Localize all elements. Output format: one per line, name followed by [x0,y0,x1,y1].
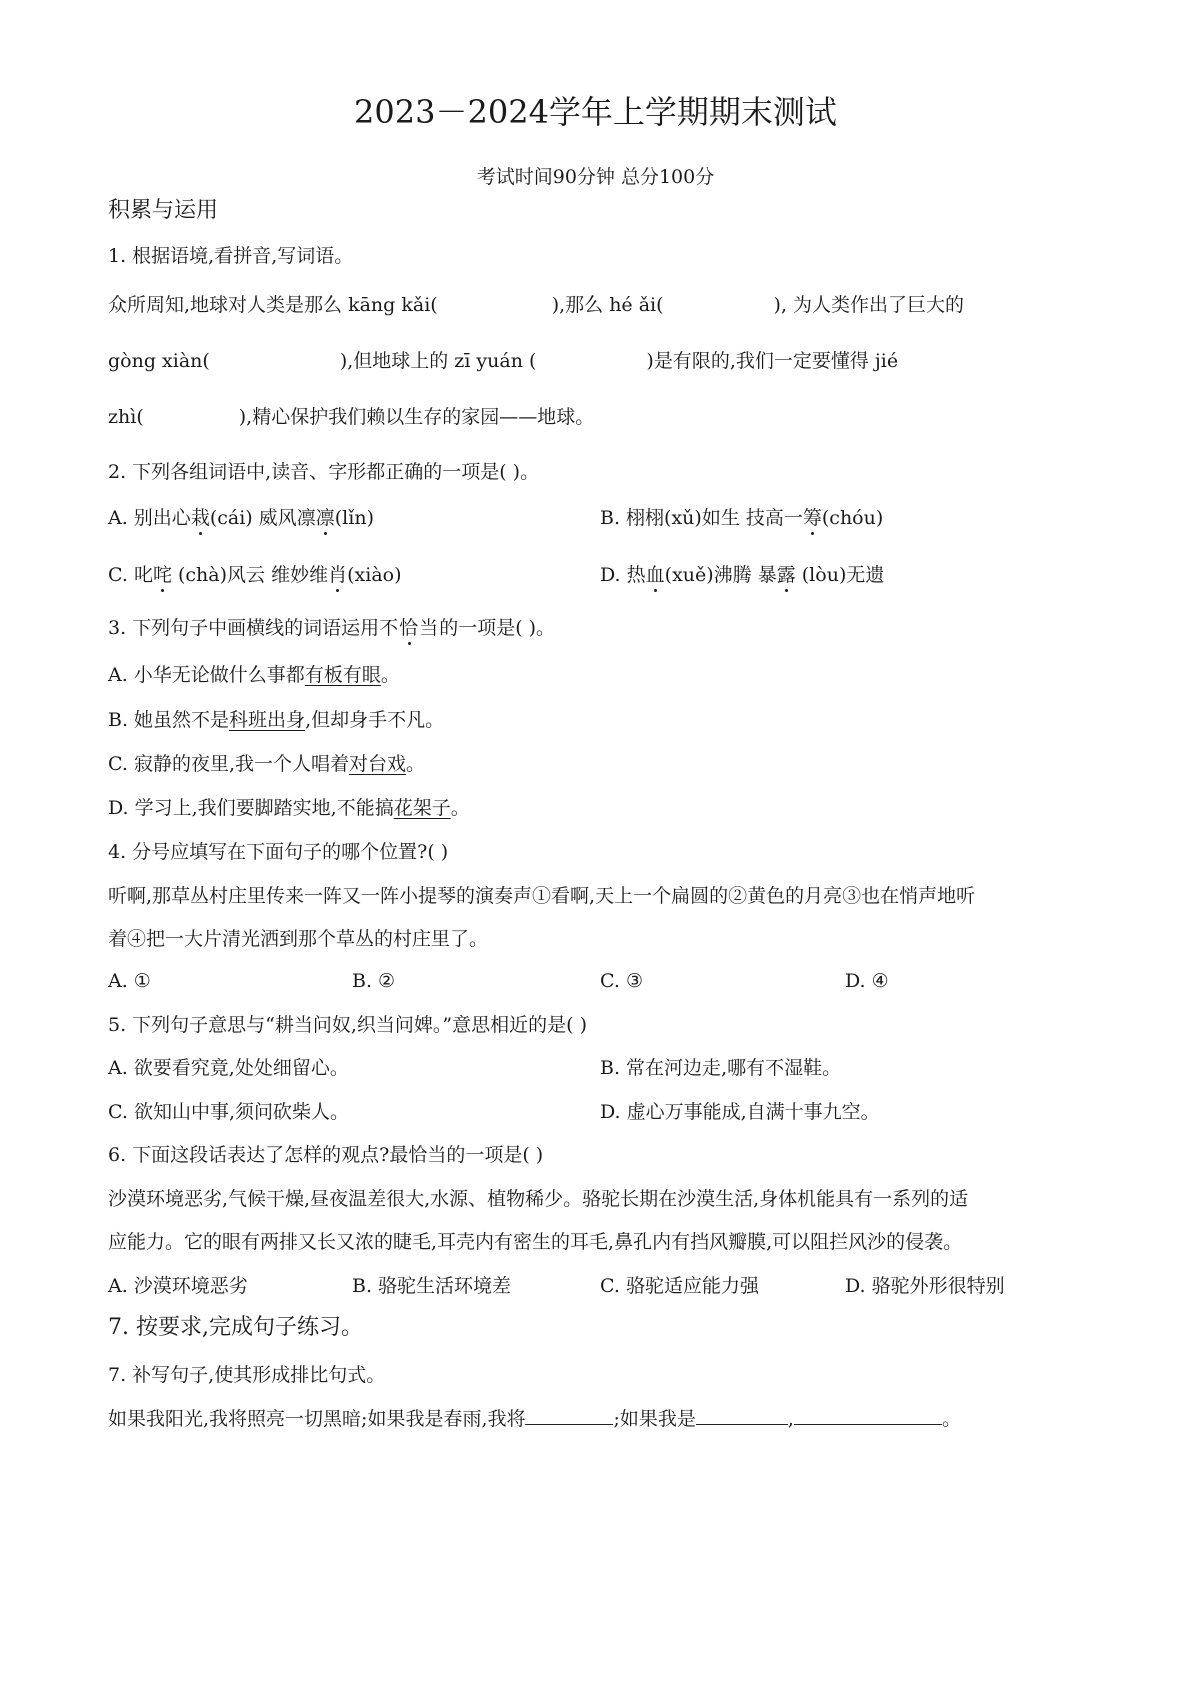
q3-stem [108,615,555,641]
q3-emphasis: 不恰当 [379,617,440,639]
q3-a-underlined: 有板有眼 [304,664,381,686]
q7-text: ;如果我是 [613,1408,696,1430]
q3-option-c[interactable] [108,751,425,777]
q2-option-c[interactable] [108,562,402,588]
q1-text: gòng xiàn( [108,350,210,372]
q4-option-d[interactable]: D. ④ [845,970,889,992]
q3-c-underlined: 对台戏 [348,753,406,775]
q7-stem: 7. 补写句子,使其形成排比句式。 [108,1364,386,1386]
q4-option-c[interactable]: C. ③ [600,970,643,992]
q3-stem-text: 3. 下列句子中画横线的词语运用 [108,617,380,639]
q3-b-underlined: 科班出身 [229,709,306,731]
q6-passage-line-1: 沙漠环境恶劣,气候干燥,昼夜温差很大,水源、植物稀少。骆驼长期在沙漠生活,身体机能具有一系列的适 [108,1188,969,1210]
q3-a-text: 。 [380,664,400,686]
q5-option-a[interactable]: A. 欲要看究竟,处处细留心。 [108,1057,349,1079]
q1-text: ),那么 hé ǎi( [551,294,664,316]
q2-c-text: (chà)风云 维妙维 [171,564,329,586]
q2-d-dotted-char: 血 [645,564,665,586]
q7-sentence [108,1406,961,1432]
q2-stem: 2. 下列各组词语中,读音、字形都正确的一项是( )。 [108,461,540,483]
q2-b-text: xǔ [671,507,695,529]
q4-option-a[interactable]: A. ① [108,970,151,992]
q6-option-d[interactable]: D. 骆驼外形很特别 [845,1275,1005,1297]
q2-a-text: (lǐn) [334,507,374,529]
q2-a-dotted-char: 栽 [190,507,210,529]
q2-option-b[interactable] [600,505,883,531]
q3-option-a[interactable] [108,662,400,688]
q2-a-text: A. 别出心 [108,507,191,529]
q6-stem: 6. 下面这段话表达了怎样的观点?最恰当的一项是( ) [108,1144,544,1166]
q4-stem: 4. 分号应填写在下面句子的哪个位置?( ) [108,841,449,863]
q7-answer-blank[interactable] [696,1406,788,1425]
q1-text: 众所周知,地球对人类是那么 kāng kǎi( [108,294,438,316]
q4-option-b[interactable]: B. ② [352,970,396,992]
q1-text: ),精心保护我们赖以生存的家园——地球。 [238,406,595,428]
q3-d-text: 。 [450,797,470,819]
q1-line-1 [108,292,964,318]
q2-c-text: C. 叱 [108,564,153,586]
q7-heading: 7. 按要求,完成句子练习。 [108,1315,363,1340]
q2-d-text: (lòu)无遗 [795,564,885,586]
q2-b-dotted-char: 筹 [802,507,822,529]
q3-d-text: D. 学习上,我们要脚踏实地,不能搞 [108,797,394,819]
q4-passage-line-1: 听啊,那草丛村庄里传来一阵又一阵小提琴的演奏声①看啊,天上一个扁圆的②黄色的月亮③也在悄声地听 [108,885,976,907]
q3-c-text: 。 [406,753,426,775]
q6-passage-line-2: 应能力。它的眼有两排又长又浓的睫毛,耳壳内有密生的耳毛,鼻孔内有挡风瓣膜,可以阻拦风沙的侵袭。 [108,1231,963,1253]
q1-text: ), 为人类作出了巨大的 [773,294,965,316]
q5-option-d[interactable]: D. 虚心万事能成,自满十事九空。 [600,1101,880,1123]
q5-stem: 5. 下列句子意思与“耕当问奴,织当问婢。”意思相近的是( ) [108,1014,587,1036]
q2-b-text: )如生 技高一 [694,507,803,529]
q2-a-dotted-char: 凛 [315,507,335,529]
q6-option-c[interactable]: C. 骆驼适应能力强 [600,1275,759,1297]
q2-d-text: D. 热 [600,564,646,586]
q2-c-text: (xiào) [347,564,402,586]
q3-b-text: ,但却身手不凡。 [305,709,445,731]
q2-d-text: (xuě)沸腾 暴 [664,564,777,586]
q5-option-b[interactable]: B. 常在河边走,哪有不湿鞋。 [600,1057,842,1079]
page-title: 2023－2024学年上学期期末测试 [354,93,837,131]
q4-passage-line-2: 着④把一大片清光洒到那个草丛的村庄里了。 [108,928,489,950]
q1-text: )是有限的,我们一定要懂得 jié [646,350,899,372]
q1-line-3 [108,404,594,430]
q5-option-c[interactable]: C. 欲知山中事,须问砍柴人。 [108,1101,349,1123]
q7-answer-blank[interactable] [794,1406,942,1425]
q3-option-d[interactable] [108,795,470,821]
q2-a-text: (cái) 威风凛 [209,507,316,529]
q2-b-text: B. 栩栩( [600,507,672,529]
q2-option-d[interactable] [600,562,884,588]
q2-d-dotted-char: 露 [776,564,796,586]
q6-option-a[interactable]: A. 沙漠环境恶劣 [108,1275,248,1297]
q3-b-text: B. 她虽然不是 [108,709,230,731]
q3-stem-text: 的一项是( )。 [439,617,556,639]
q2-c-dotted-char: 肖 [328,564,348,586]
q3-d-underlined: 花架子 [393,797,451,819]
q2-c-dotted-char: 咤 [152,564,172,586]
q2-option-a[interactable] [108,505,374,531]
q3-a-text: A. 小华无论做什么事都 [108,664,305,686]
q1-stem: 1. 根据语境,看拼音,写词语。 [108,245,354,267]
q7-text: 如果我阳光,我将照亮一切黑暗;如果我是春雨,我将 [108,1408,526,1430]
q1-text: zhì( [108,406,144,428]
q1-line-2 [108,348,898,374]
q6-option-b[interactable]: B. 骆驼生活环境差 [352,1275,512,1297]
exam-info: 考试时间90分钟 总分100分 [476,166,715,188]
q2-b-text: (chóu) [821,507,884,529]
q3-c-text: C. 寂静的夜里,我一个人唱着 [108,753,349,775]
section-heading: 积累与运用 [108,198,219,223]
q3-option-b[interactable] [108,707,444,733]
q7-text: 。 [941,1408,961,1430]
q1-text: ),但地球上的 zī yuán ( [339,350,537,372]
q7-answer-blank[interactable] [525,1406,613,1425]
q7-text: , [787,1408,794,1430]
